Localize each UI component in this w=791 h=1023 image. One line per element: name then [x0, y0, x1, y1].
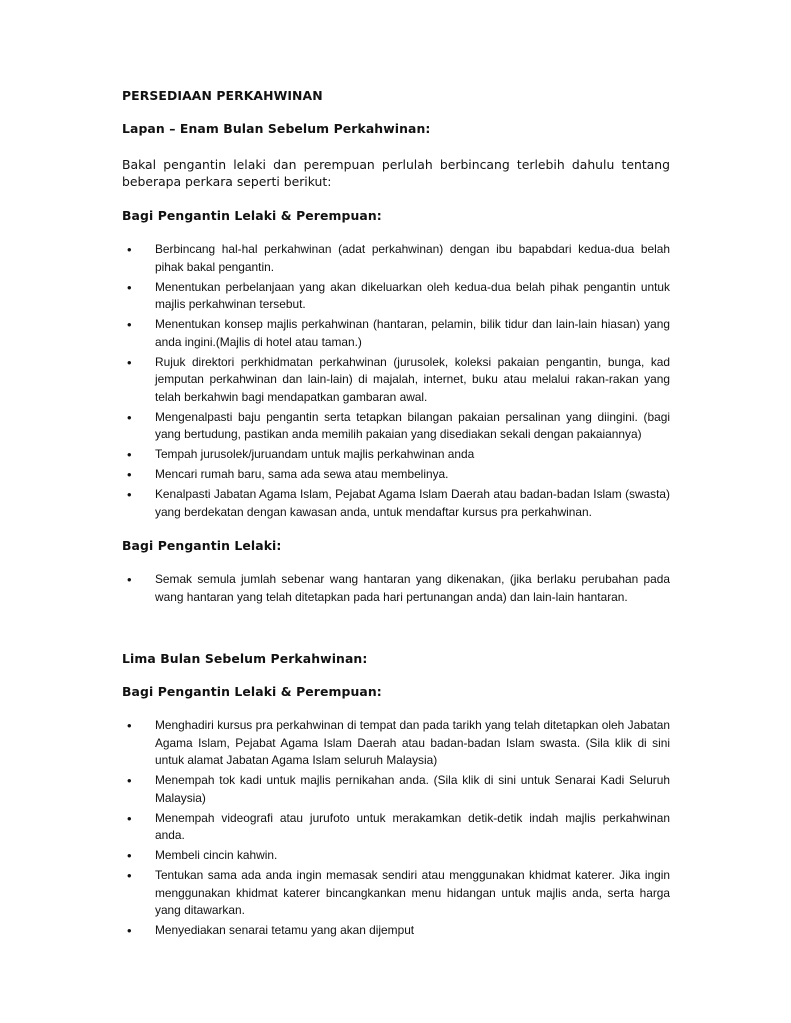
section1-male-heading: Bagi Pengantin Lelaki:: [122, 538, 282, 553]
list-item: • Menempah videografi atau jurufoto untuk merakamkan detik-detik indah majlis perkahwinan anda.: [122, 810, 670, 845]
list-item: • Mengenalpasti baju pengantin serta tetapkan bilangan pakaian persalinan yang diingini. (bagi yang bertudung, pastikan anda memilih pakaian yang disediakan sekali dengan pakaiannya): [122, 409, 670, 444]
section1-intro: Bakal pengantin lelaki dan perempuan perlulah berbincang terlebih dahulu tentang beberapa perkara seperti berikut:: [122, 157, 670, 189]
list-item: • Membeli cincin kahwin.: [122, 847, 670, 865]
list-item: • Rujuk direktori perkhidmatan perkahwinan (jurusolek, koleksi pakaian pengantin, bunga, kad jemputan perkahwinan dan lain-lain) di majalah, internet, buku atau melalui rakan-rakan yang telah berkahwin bagi mendapatkan gambaran awal.: [122, 354, 670, 407]
section2-both-heading: Bagi Pengantin Lelaki & Perempuan:: [122, 684, 382, 699]
section2-heading: Lima Bulan Sebelum Perkahwinan:: [122, 651, 368, 666]
list-item: • Mencari rumah baru, sama ada sewa atau membelinya.: [122, 466, 670, 484]
list-item: • Menghadiri kursus pra perkahwinan di tempat dan pada tarikh yang telah ditetapkan oleh Jabatan Agama Islam, Pejabat Agama Islam Daerah atau badan-badan Islam swasta. (Sila klik di sini untuk alamat Jabatan Agama Islam seluruh Malaysia): [122, 717, 670, 770]
list-item: • Berbincang hal-hal perkahwinan (adat perkahwinan) dengan ibu bapabdari kedua-dua belah pihak bakal pengantin.: [122, 241, 670, 276]
section1-male-list: [122, 571, 670, 606]
list-item: • Semak semula jumlah sebenar wang hantaran yang dikenakan, (jika berlaku perubahan pada wang hantaran yang telah ditetapkan pada hari pertunangan anda) dan lain-lain hantaran.: [122, 571, 670, 606]
section1-both-heading: Bagi Pengantin Lelaki & Perempuan:: [122, 208, 382, 223]
section2-both-list: [122, 717, 670, 940]
section1-both-list: [122, 241, 670, 521]
section1-heading: Lapan – Enam Bulan Sebelum Perkahwinan:: [122, 121, 431, 136]
list-item: • Menempah tok kadi untuk majlis pernikahan anda. (Sila klik di sini untuk Senarai Kadi Seluruh Malaysia): [122, 772, 670, 807]
document-title: PERSEDIAAN PERKAHWINAN: [122, 88, 323, 103]
list-item: • Menyediakan senarai tetamu yang akan dijemput: [122, 922, 670, 940]
list-item: • Kenalpasti Jabatan Agama Islam, Pejabat Agama Islam Daerah atau badan-badan Islam (swasta) yang berdekatan dengan kawasan anda, untuk mendaftar kursus pra perkahwinan.: [122, 486, 670, 521]
document-page: [122, 88, 670, 942]
list-item: • Tempah jurusolek/juruandam untuk majlis perkahwinan anda: [122, 446, 670, 464]
list-item: • Menentukan konsep majlis perkahwinan (hantaran, pelamin, bilik tidur dan lain-lain hiasan) yang anda ingini.(Majlis di hotel atau taman.): [122, 316, 670, 351]
list-item: • Menentukan perbelanjaan yang akan dikeluarkan oleh kedua-dua belah pihak pengantin untuk majlis perkahwinan tersebut.: [122, 279, 670, 314]
list-item: • Tentukan sama ada anda ingin memasak sendiri atau menggunakan khidmat katerer. Jika ingin menggunakan khidmat katerer bincangkankan menu hidangan untuk majlis anda, serta harga yang ditawarkan.: [122, 867, 670, 920]
